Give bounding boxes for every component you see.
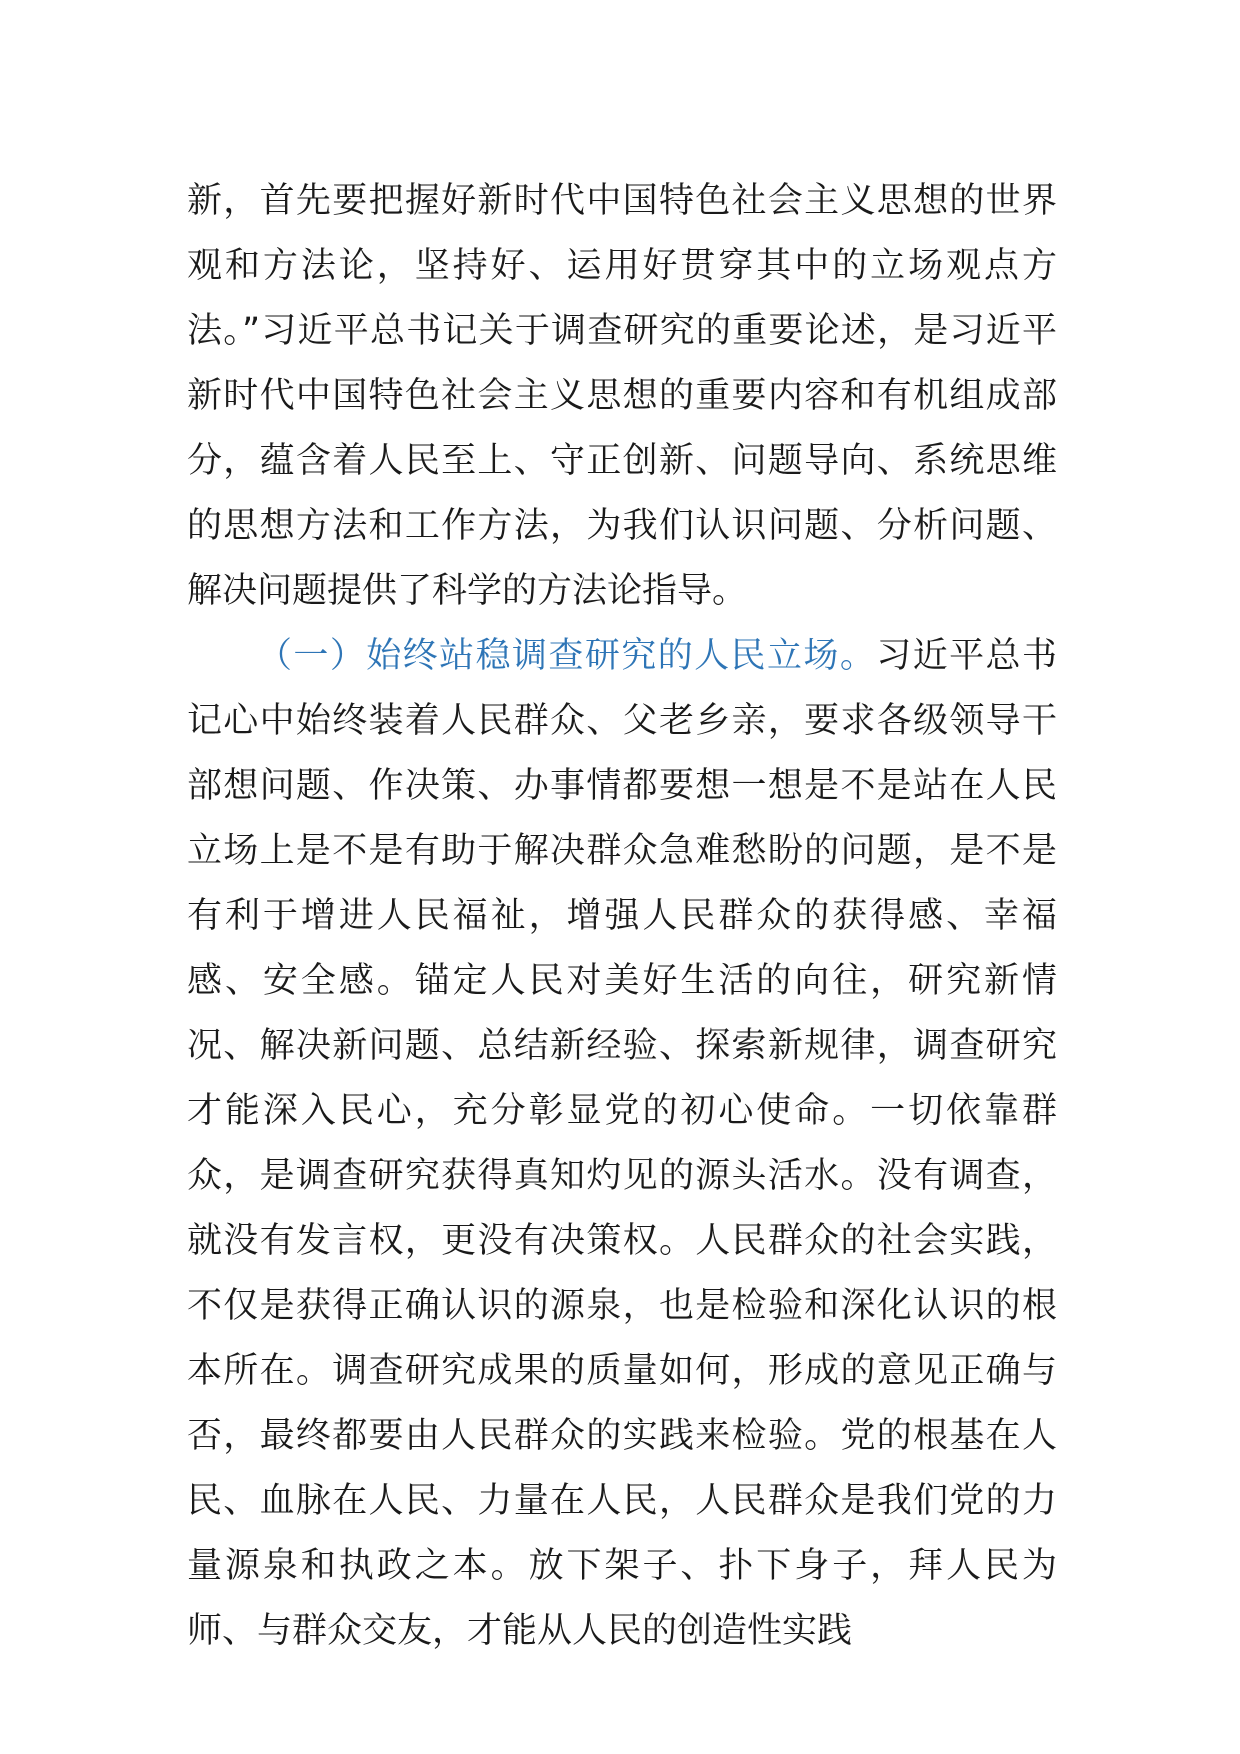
section-heading: （一）始终站稳调查研究的人民立场。 [257, 636, 877, 676]
document-body [187, 169, 1057, 1664]
section-paragraph [187, 624, 1057, 1664]
section-body: 习近平总书记心中始终装着人民群众、父老乡亲，要求各级领导干部想问题、作决策、办事情都要想一想是不是站在人民立场上是不是有助于解决群众急难愁盼的问题，是不是有利于增进人民福祉，增强人民群众的获得感、幸福感、安全感。锚定人民对美好生活的向往，研究新情况、解决新问题、总结新经验、探索新规律，调查研究才能深入民心，充分彰显党的初心使命。一切依靠群众，是调查研究获得真知灼见的源头活水。没有调查，就没有发言权，更没有决策权。人民群众的社会实践，不仅是获得正确认识的源泉，也是检验和深化认识的根本所在。调查研究成果的质量如何，形成的意见正确与否，最终都要由人民群众的实践来检验。党的根基在人民、血脉在人民、力量在人民，人民群众是我们党的力量源泉和执政之本。放下架子、扑下身子，拜人民为师、与群众交友，才能从人民的创造性实践 [187, 636, 1057, 1651]
paragraph-continued: 新，首先要把握好新时代中国特色社会主义思想的世界观和方法论，坚持好、运用好贯穿其中的立场观点方法。”习近平总书记关于调查研究的重要论述，是习近平新时代中国特色社会主义思想的重要内容和有机组成部分，蕴含着人民至上、守正创新、问题导向、系统思维的思想方法和工作方法，为我们认识问题、分析问题、解决问题提供了科学的方法论指导。 [187, 181, 1057, 611]
